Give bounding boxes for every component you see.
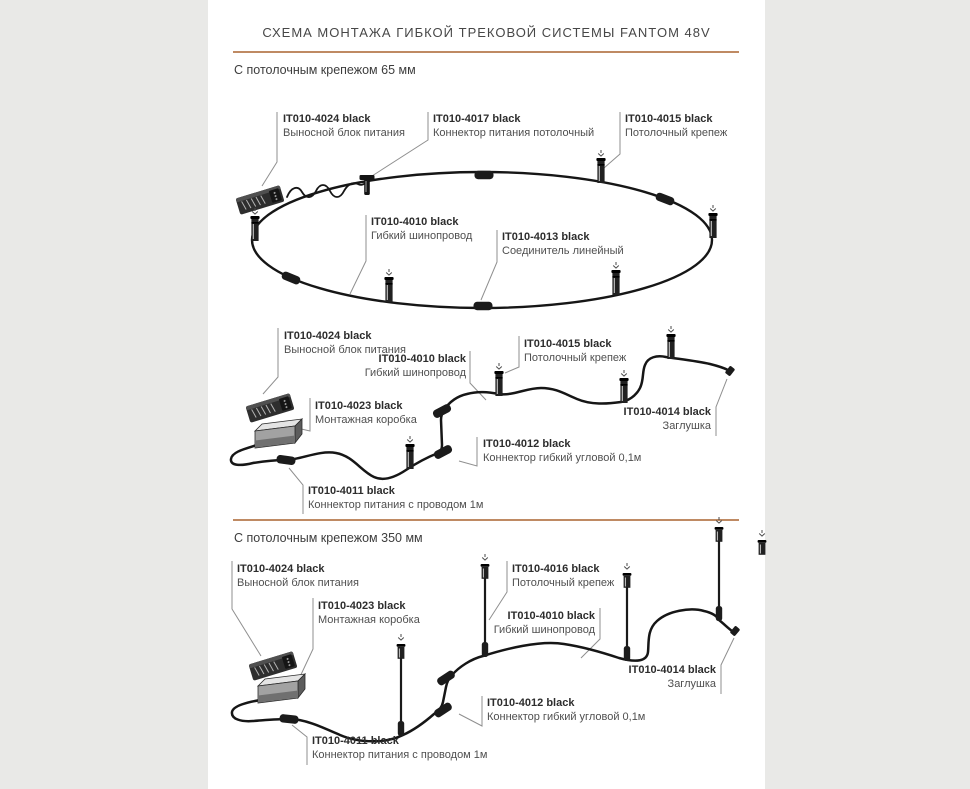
part-description: Выносной блок питания [283, 126, 405, 139]
label-d1-linear-connector [502, 231, 624, 258]
flexible-track-ring [252, 172, 712, 308]
part-number: IT010-4024 black [284, 330, 372, 342]
label-d3-ceiling-mount [512, 563, 614, 590]
part-description: Выносной блок питания [237, 576, 359, 589]
power-supply-unit [246, 393, 295, 423]
part-description: Коннектор гибкий угловой 0,1м [483, 451, 642, 464]
part-number: IT010-4010 black [378, 353, 466, 365]
mounting-box [258, 674, 305, 703]
part-number: IT010-4014 black [623, 406, 711, 418]
part-number: IT010-4014 black [628, 664, 716, 676]
linear-connector [281, 271, 302, 286]
end-cap [725, 365, 736, 376]
ceiling-mount-350mm [623, 563, 632, 661]
label-d2-power-connector [308, 485, 483, 512]
part-description: Монтажная коробка [315, 413, 417, 426]
part-number: IT010-4023 black [318, 600, 406, 612]
part-number: IT010-4010 black [507, 610, 595, 622]
label-d3-end-cap [629, 664, 716, 691]
mounting-box [255, 419, 302, 448]
power-connector [279, 714, 299, 724]
ceiling-mount-65mm [619, 370, 628, 403]
section-heading-350mm: С потолочным крепежом 350 мм [234, 531, 423, 545]
ceiling-mount-65mm [611, 262, 620, 295]
part-description: Заглушка [667, 677, 716, 690]
part-description: Соединитель линейный [502, 244, 624, 257]
part-number: IT010-4015 black [524, 338, 612, 350]
part-number: IT010-4017 black [433, 113, 521, 125]
part-description: Выносной блок питания [284, 343, 406, 356]
ceiling-mount-350mm [481, 554, 490, 657]
label-d3-power-connector [312, 735, 487, 762]
part-number: IT010-4011 black [308, 485, 395, 497]
ceiling-mount-65mm [250, 208, 259, 241]
ceiling-mount-350mm [397, 634, 406, 736]
label-d1-flexible-track [371, 216, 472, 243]
part-description: Заглушка [662, 419, 711, 432]
part-description: Коннектор питания с проводом 1м [312, 748, 488, 761]
label-d2-ceiling-mount [524, 338, 626, 365]
part-number: IT010-4016 black [512, 563, 600, 575]
ceiling-mount-65mm [708, 205, 717, 238]
part-number: IT010-4011 black [312, 735, 399, 747]
label-d3-flexible-track [494, 610, 595, 637]
part-number: IT010-4015 black [625, 113, 713, 125]
label-d1-power-supply [283, 113, 405, 140]
label-d2-corner-connector [483, 438, 641, 465]
part-description: Коннектор питания потолочный [433, 126, 595, 139]
part-description: Коннектор гибкий угловой 0,1м [487, 710, 646, 723]
diagram-ring-65mm [236, 112, 718, 310]
part-number: IT010-4010 black [371, 216, 459, 228]
label-d3-power-supply [237, 563, 359, 590]
label-d2-mounting-box [315, 400, 417, 427]
ceiling-mount-350mm [715, 517, 724, 621]
part-number: IT010-4013 black [502, 231, 590, 243]
part-description: Монтажная коробка [318, 613, 420, 626]
part-number: IT010-4023 black [315, 400, 403, 412]
linear-connector [474, 302, 493, 310]
diagram-run-350mm [232, 517, 766, 765]
ceiling-mount-65mm [596, 150, 605, 183]
label-d2-end-cap [624, 406, 711, 433]
linear-connector [475, 171, 494, 179]
label-d1-ceiling-power-connector [433, 113, 594, 140]
part-description: Гибкий шинопровод [493, 623, 595, 636]
leader-lines [262, 112, 620, 300]
ceiling-mount-65mm [494, 363, 503, 396]
label-d3-corner-connector [487, 697, 645, 724]
part-number: IT010-4012 black [483, 438, 571, 450]
part-description: Потолочный крепеж [524, 351, 627, 364]
ceiling-mount-65mm [666, 326, 675, 359]
label-d2-flexible-track [365, 353, 466, 380]
end-cap [730, 625, 741, 636]
ceiling-mount-head [758, 530, 767, 555]
part-description: Потолочный крепеж [625, 126, 728, 139]
label-d3-mounting-box [318, 600, 420, 627]
part-number: IT010-4012 black [487, 697, 575, 709]
linear-connector [655, 192, 676, 207]
part-number: IT010-4024 black [237, 563, 325, 575]
part-description: Гибкий шинопровод [364, 366, 466, 379]
power-connector [276, 455, 296, 466]
label-d1-ceiling-mount [625, 113, 727, 140]
ceiling-mount-65mm [384, 269, 393, 302]
page-title: СХЕМА МОНТАЖА ГИБКОЙ ТРЕКОВОЙ СИСТЕМЫ FANTOM 48V [262, 25, 711, 40]
section-heading-65mm: С потолочным крепежом 65 мм [234, 63, 416, 77]
part-description: Потолочный крепеж [512, 576, 615, 589]
ceiling-mount-65mm [405, 436, 414, 469]
part-description: Гибкий шинопровод [371, 229, 473, 242]
part-description: Коннектор питания с проводом 1м [308, 498, 484, 511]
part-number: IT010-4024 black [283, 113, 371, 125]
